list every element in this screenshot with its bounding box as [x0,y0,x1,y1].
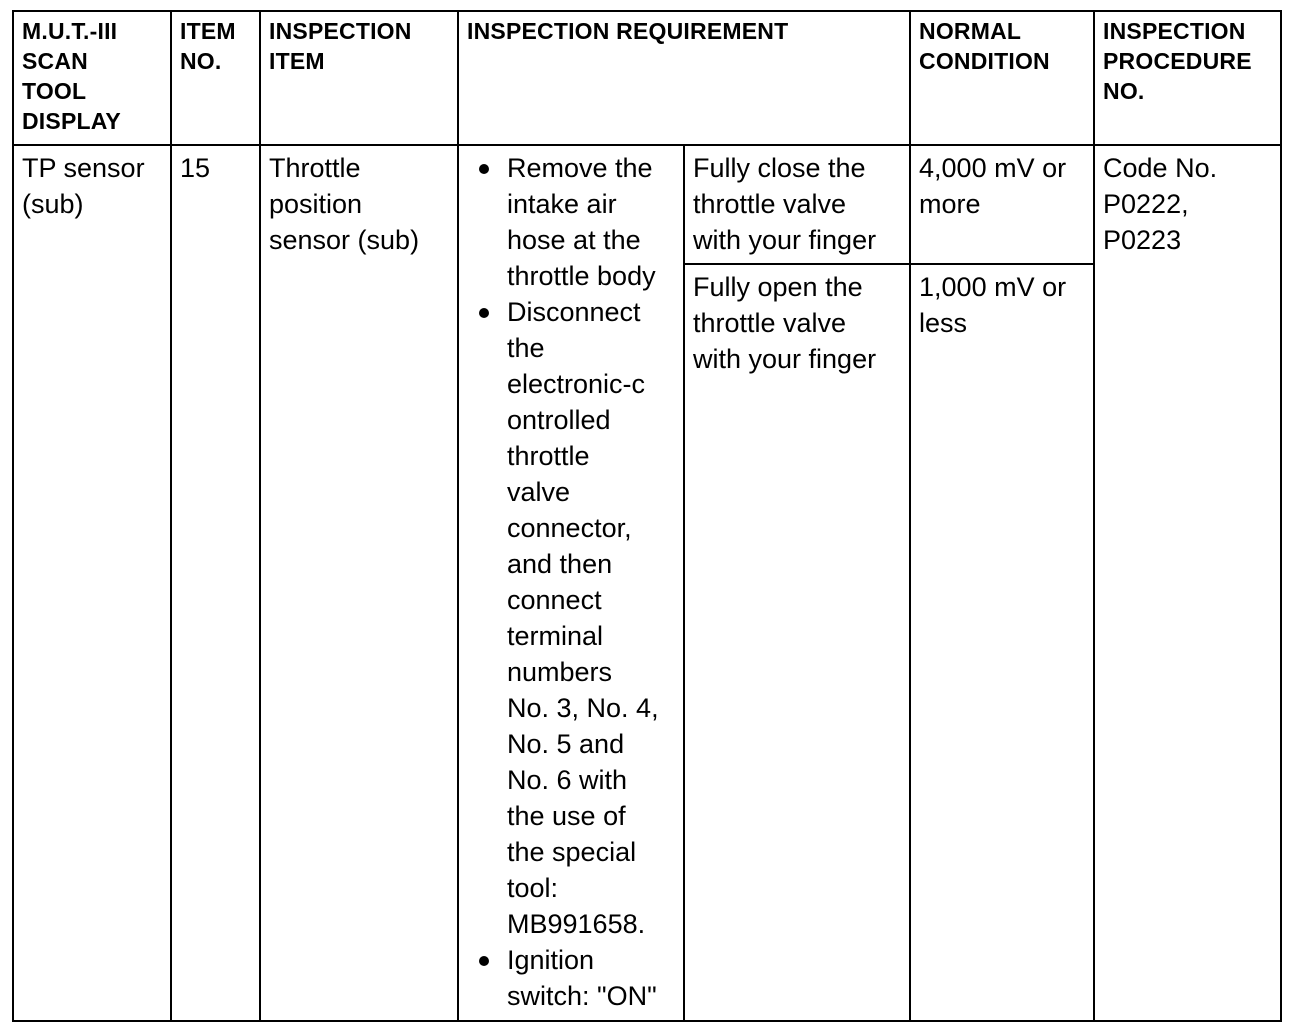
procedure-no-cell: Code No. P0222, P0223 [1094,145,1281,1021]
inspection-item-cell: Throttle position sensor (sub) [260,145,458,1021]
requirement-step-remove-hose: Remove the intake air hose at the throttle body [467,150,675,294]
header-normal-condition: NORMAL CONDITION [910,11,1094,145]
bullet-icon [479,956,489,966]
header-scan-tool-display: M.U.T.-III SCAN TOOL DISPLAY [13,11,171,145]
header-inspection-item: INSPECTION ITEM [260,11,458,145]
action-fully-open-cell: Fully open the throttle valve with your finger [684,264,910,1021]
header-item-no: ITEM NO. [171,11,260,145]
action-fully-close-cell: Fully close the throttle valve with your finger [684,145,910,264]
scan-tool-display-cell: TP sensor (sub) [13,145,171,1021]
requirement-step-ignition-on: Ignition switch: "ON" [467,942,675,1014]
header-inspection-requirement: INSPECTION REQUIREMENT [458,11,910,145]
normal-condition-open-cell: 1,000 mV or less [910,264,1094,1021]
header-inspection-procedure-no: INSPECTION PROCEDURE NO. [1094,11,1281,145]
inspection-table [12,10,1282,1022]
requirement-list [467,150,675,1014]
requirement-step-disconnect-connector: Disconnect the electronic-c ontrolled throttle valve connector, and then connect terminal numbers No. 3, No. 4, No. 5 and No. 6 with the use of the special tool: MB991658. [467,294,675,942]
bullet-icon [479,164,489,174]
normal-condition-close-cell: 4,000 mV or more [910,145,1094,264]
item-no-cell: 15 [171,145,260,1021]
header-row [13,11,1281,145]
requirement-steps-cell [458,145,684,1021]
table-row [13,145,1281,264]
bullet-icon [479,308,489,318]
